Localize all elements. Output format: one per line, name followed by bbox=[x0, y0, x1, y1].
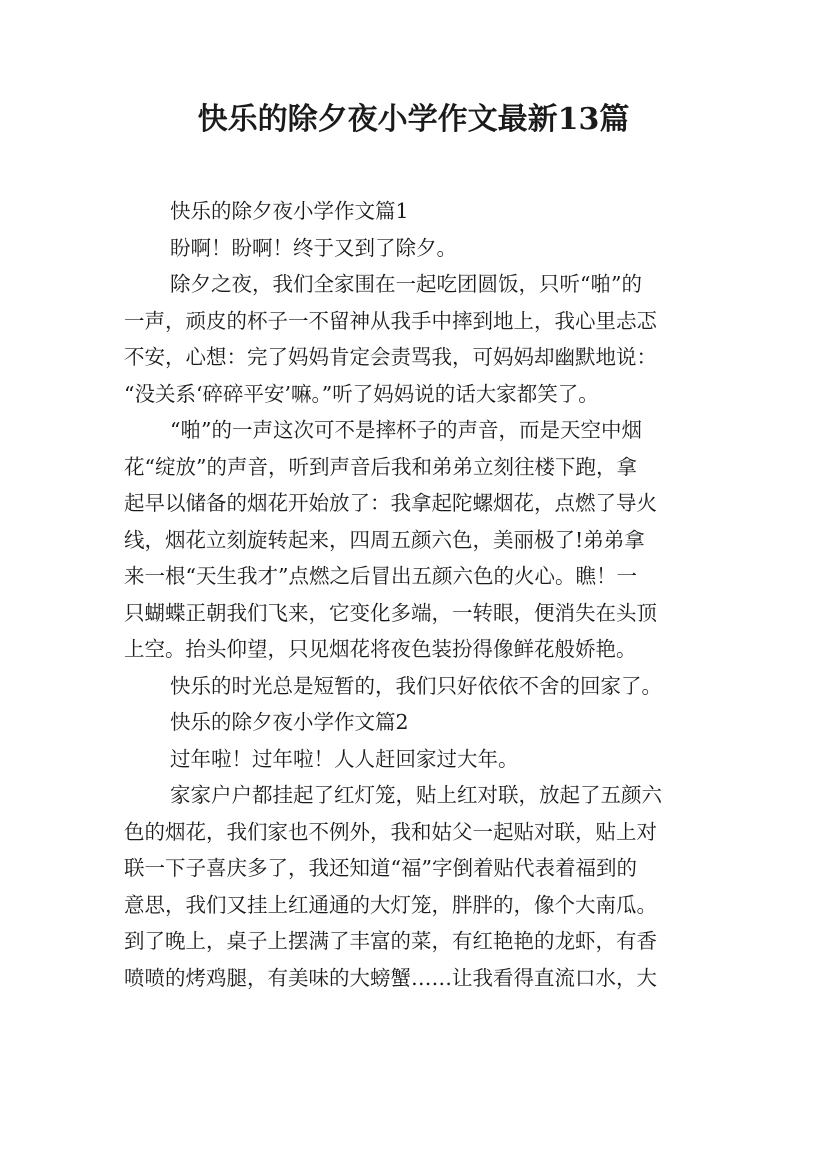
text-line: 除夕之夜，我们全家围在一起吃团圆饭，只听“啪”的 bbox=[170, 272, 642, 296]
text-line: 快乐的除夕夜小学作文篇2 bbox=[170, 710, 409, 734]
text-line: 意思，我们又挂上红通通的大灯笼，胖胖的，像个大南瓜。 bbox=[124, 892, 657, 917]
text-line: 色的烟花，我们家也不例外，我和姑父一起贴对联，贴上对 bbox=[124, 819, 657, 844]
text-line: “啪”的一声这次可不是摔杯子的声音，而是天空中烟 bbox=[170, 418, 642, 442]
text-line: 快乐的时光总是短暂的，我们只好依依不舍的回家了。 bbox=[170, 673, 662, 698]
text-line: 线，烟花立刻旋转起来，四周五颜六色，美丽极了!弟弟拿 bbox=[124, 527, 645, 552]
text-line: “没关系‘碎碎平安’嘛。”听了妈妈说的话大家都笑了。 bbox=[124, 381, 599, 406]
text-line: 花“绽放”的声音，听到声音后我和弟弟立刻往楼下跑，拿 bbox=[124, 454, 637, 479]
text-line: 家家户户都挂起了红灯笼，贴上红对联，放起了五颜六 bbox=[170, 783, 662, 807]
text-line: 起早以储备的烟花开始放了：我拿起陀螺烟花，点燃了导火 bbox=[124, 491, 657, 515]
page-title: 快乐的除夕夜小学作文最新13篇 bbox=[197, 102, 630, 137]
text-line: 一声，顽皮的杯子一不留神从我手中摔到地上，我心里忐忑 bbox=[124, 308, 657, 333]
text-line: 过年啦！过年啦！人人赶回家过大年。 bbox=[170, 746, 519, 771]
text-line: 快乐的除夕夜小学作文篇1 bbox=[170, 199, 409, 223]
text-line: 不安，心想：完了妈妈肯定会责骂我，可妈妈却幽默地说： bbox=[124, 345, 657, 369]
text-line: 到了晚上，桌子上摆满了丰富的菜，有红艳艳的龙虾，有香 bbox=[124, 929, 657, 953]
text-line: 上空。抬头仰望，只见烟花将夜色装扮得像鲜花般娇艳。 bbox=[124, 637, 637, 661]
text-line: 联一下子喜庆多了，我还知道“福”字倒着贴代表着福到的 bbox=[124, 856, 637, 880]
text-line: 来一根“天生我才”点燃之后冒出五颜六色的火心。瞧！一 bbox=[124, 564, 637, 588]
text-line: 只蝴蝶正朝我们飞来，它变化多端，一转眼，便消失在头顶 bbox=[124, 600, 657, 625]
text-line: 喷喷的烤鸡腿，有美味的大螃蟹……让我看得直流口水，大 bbox=[124, 965, 657, 990]
text-line: 盼啊！盼啊！终于又到了除夕。 bbox=[170, 235, 457, 260]
